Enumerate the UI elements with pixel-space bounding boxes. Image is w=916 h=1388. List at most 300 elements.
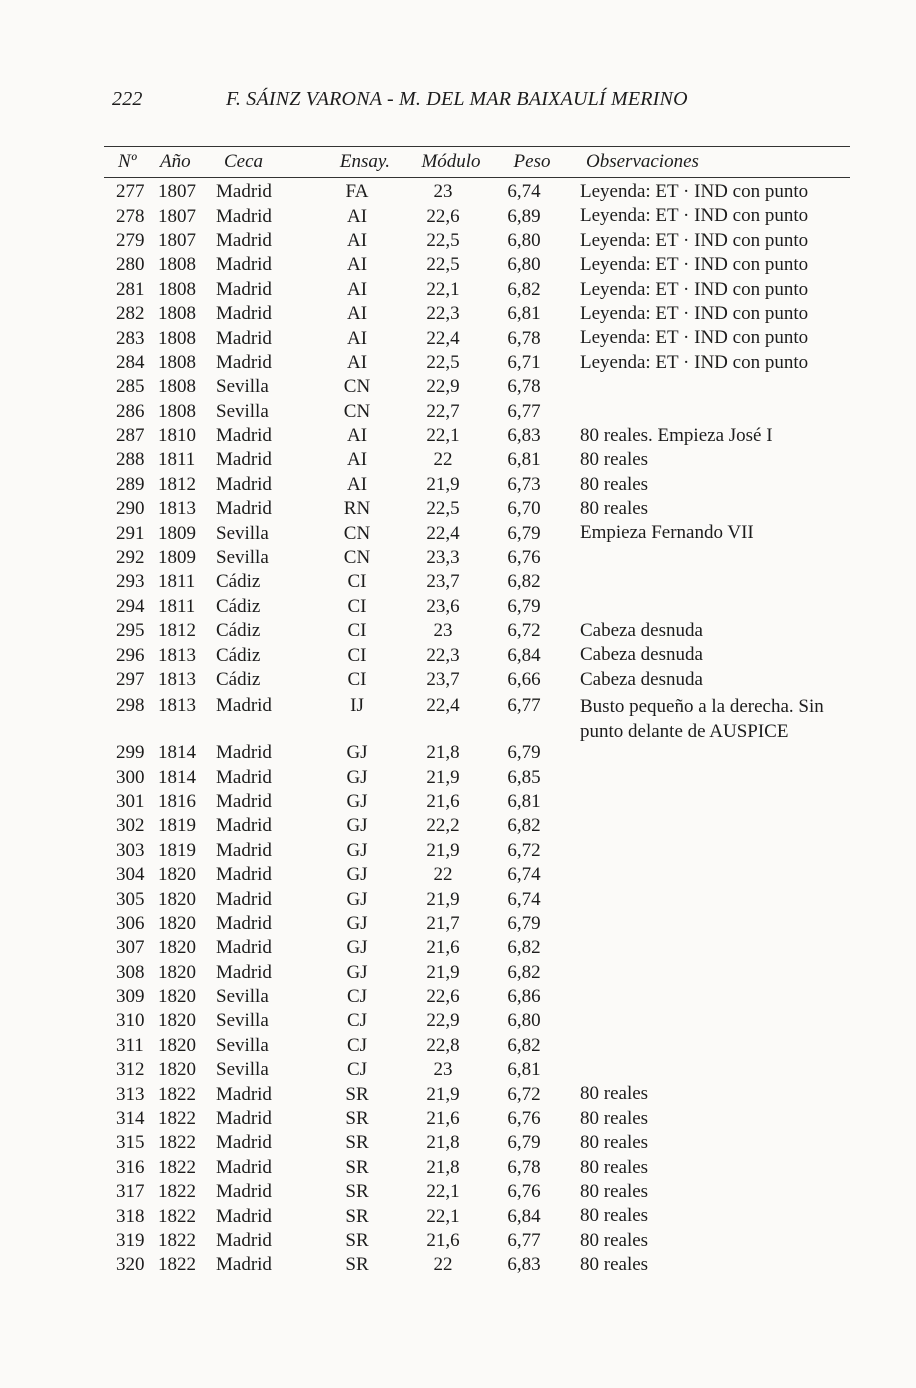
cell-observations: 80 reales: [580, 1156, 649, 1178]
cell-assayer: AI: [346, 327, 368, 349]
cell-mint: Cádiz: [216, 644, 261, 666]
cell-observations: 80 reales: [580, 449, 649, 471]
table-row: [104, 619, 850, 643]
cell-module: 21,9: [426, 1083, 460, 1105]
cell-number: 300: [116, 766, 145, 788]
cell-assayer: SR: [345, 1230, 369, 1251]
cell-weight: 6,82: [507, 937, 541, 959]
cell-assayer: SR: [345, 1132, 369, 1154]
cell-weight: 6,72: [507, 1083, 541, 1105]
table-row: [104, 1082, 850, 1106]
cell-observations: Leyenda: ET · IND con punto: [580, 302, 809, 324]
table-row: [104, 521, 850, 545]
cell-observations: Leyenda: ET · IND con punto: [580, 205, 809, 227]
cell-weight: 6,74: [507, 888, 541, 910]
cell-mint: Cádiz: [216, 571, 261, 593]
cell-number: 285: [116, 376, 145, 398]
cell-number: 303: [116, 839, 145, 861]
cell-module: 22,1: [426, 1205, 460, 1227]
cell-mint: Madrid: [216, 205, 272, 227]
cell-module: 21,9: [426, 888, 460, 910]
cell-assayer: CI: [347, 644, 367, 666]
cell-weight: 6,79: [507, 912, 541, 934]
cell-module: 21,8: [426, 1132, 460, 1154]
cell-weight: 6,86: [507, 986, 541, 1008]
cell-module: 22,1: [426, 425, 460, 447]
col-header-module: Módulo: [421, 151, 481, 172]
cell-number: 315: [116, 1132, 145, 1154]
cell-observations: 80 reales: [580, 1083, 649, 1105]
cell-module: 22,6: [426, 205, 460, 227]
cell-mint: Madrid: [216, 278, 272, 300]
cell-year: 1820: [158, 937, 196, 959]
cell-observations: 80 reales: [580, 1205, 649, 1227]
table-row: [104, 643, 850, 667]
cell-mint: Cádiz: [216, 595, 261, 617]
cell-weight: 6,79: [507, 522, 541, 544]
cell-mint: Madrid: [216, 1108, 272, 1130]
cell-weight: 6,84: [507, 644, 541, 666]
cell-year: 1816: [158, 790, 196, 812]
cell-number: 304: [116, 864, 145, 886]
cell-observations: 80 reales: [580, 1107, 649, 1129]
cell-module: 22,4: [426, 522, 460, 544]
running-header: [112, 88, 688, 111]
cell-observations: Leyenda: ET · IND con punto: [580, 278, 809, 300]
cell-assayer: GJ: [346, 815, 368, 837]
cell-year: 1822: [158, 1156, 196, 1178]
cell-weight: 6,78: [507, 376, 541, 398]
cell-year: 1813: [158, 669, 196, 690]
col-header-mint: Ceca: [224, 151, 264, 172]
cell-year: 1808: [158, 351, 196, 373]
cell-module: 22,9: [426, 376, 460, 398]
cell-mint: Madrid: [216, 229, 272, 251]
cell-year: 1820: [158, 912, 196, 934]
cell-mint: Madrid: [216, 1083, 272, 1105]
cell-module: 22: [433, 864, 453, 886]
cell-assayer: SR: [345, 1205, 369, 1227]
table-row: [104, 863, 850, 887]
table-row: [104, 473, 850, 497]
cell-weight: 6,81: [507, 449, 541, 471]
table-row: [104, 400, 850, 424]
table-row: [104, 204, 850, 228]
cell-year: 1814: [158, 742, 196, 764]
cell-number: 286: [116, 400, 145, 422]
cell-module: 21,6: [426, 1230, 460, 1251]
cell-number: 287: [116, 425, 145, 447]
cell-number: 293: [116, 571, 145, 593]
cell-observations: Leyenda: ET · IND con punto: [580, 229, 809, 251]
cell-weight: 6,77: [507, 400, 541, 422]
cell-observations: Cabeza desnuda: [580, 644, 703, 666]
cell-assayer: GJ: [346, 839, 368, 861]
cell-mint: Sevilla: [216, 986, 269, 1008]
cell-mint: Sevilla: [216, 376, 269, 398]
cell-mint: Madrid: [216, 473, 272, 495]
table-row: [104, 814, 850, 838]
cell-mint: Madrid: [216, 327, 272, 349]
table-row: [104, 1204, 850, 1228]
cell-observations: Cabeza desnuda: [580, 620, 703, 642]
cell-mint: Sevilla: [216, 400, 269, 422]
table-row: [104, 570, 850, 594]
cell-weight: 6,76: [507, 547, 541, 569]
cell-number: 318: [116, 1205, 145, 1227]
cell-module: 21,7: [426, 912, 460, 934]
cell-module: 22,5: [426, 254, 460, 276]
cell-observations: 80 reales: [580, 1132, 649, 1154]
cell-number: 279: [116, 229, 145, 251]
cell-weight: 6,78: [507, 1156, 541, 1178]
table-row: [104, 595, 850, 619]
table-row: [104, 497, 850, 521]
table-row: [104, 961, 850, 985]
cell-number: 295: [116, 620, 145, 642]
cell-year: 1820: [158, 961, 196, 983]
cell-weight: 6,83: [507, 1254, 541, 1276]
table-header-row: [104, 147, 850, 177]
cell-assayer: GJ: [346, 937, 368, 959]
cell-mint: Madrid: [216, 742, 272, 764]
cell-module: 22,6: [426, 986, 460, 1008]
col-header-observations: Observaciones: [586, 150, 699, 172]
cell-mint: Madrid: [216, 695, 272, 717]
cell-mint: Madrid: [216, 912, 272, 934]
cell-number: 278: [116, 205, 145, 227]
cell-number: 284: [116, 351, 145, 373]
cell-mint: Madrid: [216, 815, 272, 837]
cell-weight: 6,89: [507, 205, 541, 227]
cell-year: 1822: [158, 1205, 196, 1227]
cell-observations: Leyenda: ET · IND con punto: [580, 351, 809, 373]
table-row: [104, 1180, 850, 1204]
cell-assayer: IJ: [350, 695, 364, 717]
cell-number: 280: [116, 254, 145, 276]
col-header-weight: Peso: [513, 151, 551, 172]
page-number: 222: [112, 88, 143, 110]
cell-module: 21,8: [426, 742, 460, 764]
cell-weight: 6,82: [507, 1034, 541, 1056]
cell-module: 22,2: [426, 815, 460, 837]
cell-weight: 6,81: [507, 790, 541, 812]
cell-weight: 6,73: [507, 473, 541, 495]
cell-module: 22,5: [426, 229, 460, 251]
cell-number: 282: [116, 303, 145, 325]
cell-assayer: AI: [346, 278, 368, 300]
cell-year: 1822: [158, 1083, 196, 1105]
cell-assayer: SR: [345, 1083, 369, 1105]
cell-module: 22,5: [426, 351, 460, 373]
cell-weight: 6,82: [507, 278, 541, 300]
cell-module: 22,4: [426, 327, 460, 349]
cell-module: 22,7: [426, 400, 460, 422]
cell-mint: Madrid: [216, 351, 272, 373]
table-row: [104, 546, 850, 570]
table-row: [104, 1156, 850, 1180]
table-row: [104, 887, 850, 911]
cell-observations: 80 reales: [580, 498, 649, 520]
cell-module: 23,6: [426, 595, 460, 617]
cell-assayer: GJ: [346, 742, 368, 764]
cell-year: 1808: [158, 303, 196, 325]
cell-module: 22,1: [426, 278, 460, 300]
cell-mint: Madrid: [216, 961, 272, 983]
table-row: [104, 1253, 850, 1277]
cell-module: 22,9: [426, 1010, 460, 1032]
table-row: [104, 1009, 850, 1033]
cell-assayer: CJ: [346, 1034, 368, 1056]
cell-weight: 6,81: [507, 1059, 541, 1081]
cell-year: 1808: [158, 278, 196, 300]
cell-weight: 6,79: [507, 595, 541, 617]
cell-weight: 6,70: [507, 498, 541, 520]
table-body: [104, 178, 850, 1278]
cell-assayer: CI: [347, 571, 367, 593]
cell-number: 277: [116, 181, 145, 203]
table-row: [104, 668, 850, 692]
cell-year: 1820: [158, 864, 196, 886]
table-row: [104, 448, 850, 472]
cell-assayer: CJ: [346, 986, 368, 1008]
cell-mint: Madrid: [216, 181, 272, 203]
cell-module: 21,9: [426, 473, 460, 495]
cell-number: 319: [116, 1230, 145, 1251]
col-header-year: Año: [160, 151, 191, 172]
cell-observations: Cabeza desnuda: [580, 668, 703, 690]
cell-number: 297: [116, 669, 145, 690]
cell-assayer: CJ: [346, 1010, 368, 1032]
cell-assayer: AI: [346, 351, 368, 373]
cell-year: 1811: [158, 595, 196, 617]
cell-assayer: CN: [343, 400, 371, 422]
cell-number: 310: [116, 1010, 145, 1032]
cell-assayer: GJ: [346, 961, 368, 983]
cell-mint: Madrid: [216, 303, 272, 325]
cell-mint: Cádiz: [216, 669, 261, 690]
cell-year: 1808: [158, 400, 196, 422]
cell-number: 309: [116, 986, 145, 1008]
cell-number: 316: [116, 1156, 145, 1178]
cell-module: 21,6: [426, 937, 460, 959]
cell-weight: 6,79: [507, 1132, 541, 1154]
col-header-number: Nº: [118, 151, 137, 172]
cell-module: 22: [433, 449, 453, 471]
cell-number: 283: [116, 327, 145, 349]
cell-mint: Cádiz: [216, 620, 261, 642]
cell-module: 21,6: [426, 790, 460, 812]
cell-module: 23,7: [426, 571, 460, 593]
cell-observations: 80 reales: [580, 1254, 649, 1276]
cell-year: 1810: [158, 425, 196, 447]
cell-assayer: SR: [345, 1156, 369, 1178]
cell-module: 22,8: [426, 1034, 460, 1056]
cell-weight: 6,82: [507, 815, 541, 837]
cell-weight: 6,78: [507, 327, 541, 349]
cell-year: 1819: [158, 815, 196, 837]
cell-weight: 6,80: [507, 1010, 541, 1032]
cell-year: 1808: [158, 327, 196, 349]
cell-year: 1822: [158, 1181, 196, 1203]
cell-year: 1820: [158, 1010, 196, 1032]
cell-module: 21,9: [426, 839, 460, 861]
cell-observations: 80 reales. Empieza José I: [580, 424, 773, 446]
cell-assayer: SR: [345, 1254, 369, 1276]
cell-year: 1820: [158, 1034, 196, 1056]
col-header-assayer: Ensay.: [339, 151, 391, 172]
cell-number: 307: [116, 937, 145, 959]
cell-assayer: GJ: [346, 888, 368, 910]
cell-number: 292: [116, 547, 145, 569]
table-row: [104, 375, 850, 399]
cell-number: 313: [116, 1083, 145, 1105]
table-row: [104, 1058, 850, 1082]
cell-assayer: CN: [343, 547, 371, 569]
cell-number: 306: [116, 912, 145, 934]
cell-number: 299: [116, 742, 145, 764]
cell-assayer: AI: [346, 425, 368, 447]
cell-year: 1811: [158, 571, 196, 593]
cell-assayer: CN: [343, 376, 371, 398]
cell-weight: 6,77: [507, 695, 541, 717]
cell-module: 22,3: [426, 303, 460, 325]
cell-year: 1822: [158, 1132, 196, 1154]
cell-number: 314: [116, 1108, 145, 1130]
cell-number: 311: [116, 1034, 144, 1056]
table-row: [104, 351, 850, 375]
cell-module: 23: [433, 620, 453, 642]
cell-year: 1822: [158, 1108, 196, 1130]
cell-assayer: RN: [343, 498, 371, 520]
cell-weight: 6,81: [507, 303, 541, 325]
cell-assayer: GJ: [346, 766, 368, 788]
cell-number: 301: [116, 790, 145, 812]
cell-assayer: AI: [346, 205, 368, 227]
cell-module: 21,6: [426, 1108, 460, 1130]
cell-weight: 6,80: [507, 254, 541, 276]
cell-number: 291: [116, 522, 145, 544]
table-row: [104, 1229, 850, 1253]
cell-mint: Madrid: [216, 839, 272, 861]
cell-module: 22: [433, 1254, 453, 1276]
table-row: [104, 229, 850, 253]
cell-assayer: SR: [345, 1181, 369, 1203]
cell-module: 23: [433, 1059, 453, 1081]
table-row: [104, 278, 850, 302]
cell-weight: 6,76: [507, 1181, 541, 1203]
cell-mint: Madrid: [216, 1132, 272, 1154]
table-row: [104, 424, 850, 448]
cell-mint: Madrid: [216, 937, 272, 959]
cell-mint: Madrid: [216, 1205, 272, 1227]
cell-module: 22,5: [426, 498, 460, 520]
cell-observations: Leyenda: ET · IND con punto: [580, 181, 809, 202]
cell-number: 294: [116, 595, 145, 617]
cell-assayer: AI: [346, 303, 368, 325]
cell-mint: Sevilla: [216, 1034, 269, 1056]
cell-assayer: CI: [347, 669, 367, 690]
cell-observations: 80 reales: [580, 1181, 649, 1203]
cell-weight: 6,77: [507, 1230, 541, 1251]
cell-weight: 6,76: [507, 1108, 541, 1130]
cell-number: 308: [116, 961, 145, 983]
cell-year: 1813: [158, 498, 196, 520]
cell-module: 23,7: [426, 669, 460, 690]
cell-mint: Madrid: [216, 1230, 272, 1251]
cell-module: 23: [433, 181, 453, 203]
cell-weight: 6,80: [507, 229, 541, 251]
cell-year: 1813: [158, 644, 196, 666]
cell-number: 312: [116, 1059, 145, 1081]
cell-mint: Sevilla: [216, 1010, 269, 1032]
table-row: [104, 253, 850, 277]
table-row: [104, 839, 850, 863]
table-row: [104, 1034, 850, 1058]
cell-assayer: GJ: [346, 790, 368, 812]
cell-module: 21,9: [426, 961, 460, 983]
table-row: [104, 790, 850, 814]
cell-mint: Madrid: [216, 1254, 272, 1276]
table-row: [104, 326, 850, 350]
table-row: [104, 936, 850, 960]
cell-number: 320: [116, 1254, 145, 1276]
cell-number: 288: [116, 449, 145, 471]
cell-observations: Busto pequeño a la derecha. Sin punto delante de AUSPICE: [580, 696, 824, 742]
cell-number: 281: [116, 278, 145, 300]
cell-number: 296: [116, 644, 145, 666]
cell-assayer: SR: [345, 1108, 369, 1130]
cell-year: 1811: [158, 449, 196, 471]
cell-weight: 6,84: [507, 1205, 541, 1227]
cell-mint: Madrid: [216, 498, 272, 520]
cell-assayer: CJ: [346, 1059, 368, 1081]
table-row: [104, 302, 850, 326]
cell-observations: Leyenda: ET · IND con punto: [580, 327, 809, 349]
table-row: [104, 765, 850, 789]
cell-year: 1820: [158, 986, 196, 1008]
cell-mint: Sevilla: [216, 547, 269, 569]
cell-module: 22,1: [426, 1181, 460, 1203]
cell-weight: 6,82: [507, 961, 541, 983]
cell-year: 1814: [158, 766, 196, 788]
table-row: [104, 692, 850, 741]
cell-mint: Madrid: [216, 888, 272, 910]
cell-weight: 6,79: [507, 742, 541, 764]
cell-year: 1807: [158, 205, 196, 227]
table-row: [104, 1131, 850, 1155]
cell-assayer: CI: [347, 620, 367, 642]
cell-mint: Madrid: [216, 449, 272, 471]
cell-mint: Madrid: [216, 766, 272, 788]
cell-weight: 6,71: [507, 351, 541, 373]
cell-year: 1822: [158, 1254, 196, 1276]
cell-year: 1807: [158, 181, 196, 203]
cell-year: 1809: [158, 547, 196, 569]
cell-year: 1809: [158, 522, 196, 544]
cell-year: 1813: [158, 695, 196, 717]
cell-assayer: AI: [346, 229, 368, 251]
cell-weight: 6,82: [507, 571, 541, 593]
cell-module: 23,3: [426, 547, 460, 569]
cell-weight: 6,85: [507, 766, 541, 788]
cell-mint: Madrid: [216, 254, 272, 276]
cell-number: 298: [116, 695, 145, 717]
cell-assayer: AI: [346, 473, 368, 495]
table-row: [104, 180, 850, 204]
cell-assayer: CN: [343, 522, 371, 544]
cell-number: 290: [116, 498, 145, 520]
